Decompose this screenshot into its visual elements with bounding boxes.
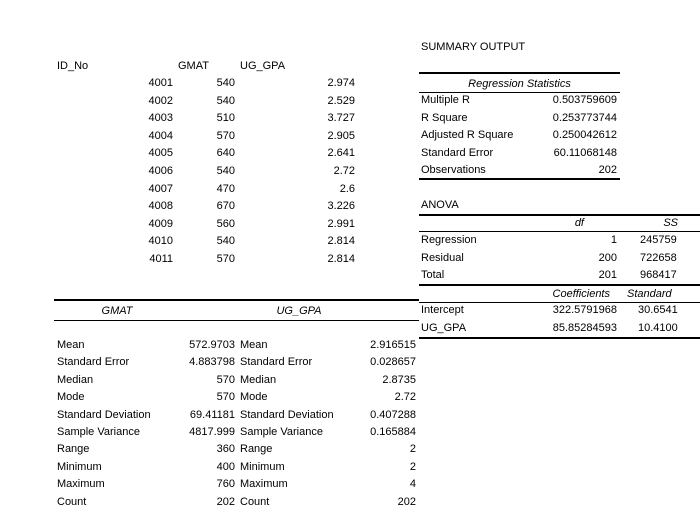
desc-gpa-value[interactable]: 202	[397, 495, 416, 508]
desc-gmat-value[interactable]: 4817.999	[189, 426, 235, 438]
reg-stats-bottom-border	[419, 178, 620, 180]
desc-gpa-value[interactable]: 2	[409, 443, 416, 456]
desc-gmat-value[interactable]: 760	[216, 478, 235, 491]
anova-header-border	[419, 231, 700, 232]
cell-gpa[interactable]: 2.974	[327, 77, 355, 89]
anova-label[interactable]: Regression	[421, 234, 477, 246]
desc-gpa-label[interactable]: Minimum	[240, 460, 285, 473]
desc-top-border	[54, 299, 419, 301]
anova-df[interactable]: 200	[598, 251, 617, 264]
desc-gmat-label[interactable]: Count	[57, 495, 87, 508]
desc-gpa-value[interactable]: 0.407288	[370, 408, 416, 421]
reg-stats-top-border	[419, 72, 620, 74]
cell-gpa[interactable]: 2.6	[339, 182, 355, 195]
desc-gpa-label[interactable]: Maximum	[240, 478, 288, 491]
desc-gpa-value[interactable]: 2.8735	[382, 373, 416, 386]
coef-se[interactable]: 30.6541	[638, 304, 678, 316]
cell-gmat[interactable]: 540	[216, 235, 235, 248]
reg-stat-label[interactable]: R Square	[421, 111, 468, 124]
header-id[interactable]: ID_No	[57, 60, 89, 72]
desc-gpa-value[interactable]: 2	[409, 460, 416, 473]
summary-title[interactable]: SUMMARY OUTPUT	[421, 41, 526, 53]
reg-stat-value[interactable]: 0.503759609	[552, 94, 617, 106]
cell-id[interactable]: 4003	[148, 112, 173, 125]
coef-label[interactable]: Intercept	[421, 304, 464, 316]
cell-id[interactable]: 4007	[148, 182, 173, 195]
cell-gpa[interactable]: 3.727	[327, 112, 355, 125]
reg-stat-value[interactable]: 0.250042612	[552, 129, 617, 141]
desc-gmat-label[interactable]: Standard Error	[57, 356, 130, 369]
cell-id[interactable]: 4006	[148, 165, 173, 177]
cell-id[interactable]: 4008	[148, 200, 173, 213]
cell-gmat[interactable]: 570	[216, 253, 235, 265]
desc-gpa-value[interactable]: 2.72	[394, 391, 416, 404]
cell-id[interactable]: 4005	[148, 147, 173, 160]
desc-gpa-value[interactable]: 0.028657	[370, 356, 416, 369]
cell-gmat[interactable]: 570	[216, 129, 235, 142]
desc-gpa-label[interactable]: Mode	[240, 391, 268, 404]
desc-gmat-label[interactable]: Sample Variance	[57, 426, 140, 438]
desc-gpa-value[interactable]: 0.165884	[370, 426, 416, 438]
reg-stats-header[interactable]: Regression Statistics	[468, 78, 571, 90]
cell-gpa[interactable]: 2.905	[327, 129, 355, 142]
cell-gpa[interactable]: 2.72	[333, 165, 355, 177]
reg-stat-label[interactable]: Standard Error	[421, 146, 494, 159]
desc-gpa-label[interactable]: Sample Variance	[240, 426, 323, 438]
desc-gmat-value[interactable]: 572.9703	[189, 339, 235, 351]
anova-df[interactable]: 1	[610, 234, 617, 246]
cell-gmat[interactable]: 670	[216, 200, 235, 213]
desc-gmat-value[interactable]: 202	[216, 495, 235, 508]
cell-id[interactable]: 4011	[149, 253, 173, 265]
reg-stat-label[interactable]: Observations	[421, 164, 486, 176]
reg-stat-value[interactable]: 0.253773744	[552, 111, 617, 124]
desc-gpa-label[interactable]: Standard Deviation	[240, 408, 334, 421]
cell-id[interactable]: 4002	[148, 94, 173, 107]
coef-value[interactable]: 85.85284593	[552, 321, 617, 334]
cell-gmat[interactable]: 470	[216, 182, 235, 195]
cell-gmat[interactable]: 640	[216, 147, 235, 160]
desc-gmat-label[interactable]: Range	[57, 443, 90, 456]
desc-gmat-value[interactable]: 570	[216, 373, 235, 386]
desc-gmat-label[interactable]: Maximum	[57, 478, 105, 491]
coef-se-header[interactable]: Standard	[627, 288, 672, 300]
coef-label[interactable]: UG_GPA	[421, 321, 467, 334]
cell-gpa[interactable]: 2.814	[327, 253, 355, 265]
coef-value[interactable]: 322.5791968	[552, 304, 617, 316]
anova-ss[interactable]: 722658	[640, 251, 677, 264]
desc-gmat-label[interactable]: Mode	[57, 391, 85, 404]
anova-header-ss[interactable]: SS	[663, 217, 678, 229]
cell-id[interactable]: 4010	[148, 235, 173, 248]
desc-gpa-label[interactable]: Median	[240, 373, 277, 386]
desc-gpa-header[interactable]: UG_GPA	[276, 305, 322, 317]
anova-ss[interactable]: 968417	[640, 269, 677, 281]
cell-gpa[interactable]: 2.529	[327, 94, 355, 107]
cell-gpa[interactable]: 2.641	[327, 147, 355, 160]
header-gpa[interactable]: UG_GPA	[240, 60, 286, 72]
desc-gmat-label[interactable]: Median	[57, 373, 94, 386]
anova-top-border	[419, 214, 700, 216]
desc-gmat-value[interactable]: 4.883798	[189, 356, 235, 369]
cell-gmat[interactable]: 540	[216, 94, 235, 107]
header-gmat[interactable]: GMAT	[178, 60, 209, 72]
cell-gmat[interactable]: 540	[216, 77, 235, 89]
desc-gmat-header[interactable]: GMAT	[101, 305, 133, 317]
desc-gmat-label[interactable]: Minimum	[57, 460, 102, 473]
anova-df[interactable]: 201	[598, 269, 617, 281]
desc-gpa-value[interactable]: 4	[409, 478, 416, 491]
desc-gmat-label[interactable]: Standard Deviation	[57, 408, 151, 421]
desc-gmat-label[interactable]: Mean	[57, 339, 85, 351]
reg-stats-header-border	[419, 92, 620, 93]
cell-id[interactable]: 4001	[148, 77, 173, 89]
anova-bottom-border	[419, 284, 700, 286]
desc-gmat-value[interactable]: 570	[216, 391, 235, 404]
desc-gpa-label[interactable]: Range	[240, 443, 273, 456]
anova-label[interactable]: Total	[421, 269, 445, 281]
reg-stat-value[interactable]: 60.11068148	[553, 146, 617, 159]
coef-bottom-border	[419, 337, 700, 339]
anova-title[interactable]: ANOVA	[421, 199, 459, 211]
anova-label[interactable]: Residual	[421, 251, 464, 264]
coef-header-border	[419, 302, 700, 303]
cell-id[interactable]: 4004	[148, 129, 173, 142]
cell-id[interactable]: 4009	[148, 217, 173, 230]
desc-gpa-value[interactable]: 2.916515	[370, 339, 416, 351]
reg-stat-label[interactable]: Multiple R	[421, 94, 470, 106]
cell-gpa[interactable]: 3.226	[327, 200, 355, 213]
coef-header[interactable]: Coefficients	[552, 288, 610, 300]
desc-gmat-value[interactable]: 69.41181	[189, 408, 235, 421]
anova-header-df[interactable]: df	[574, 217, 584, 229]
anova-ss[interactable]: 245759	[640, 234, 677, 246]
cell-gmat[interactable]: 540	[216, 165, 235, 177]
reg-stat-value[interactable]: 202	[598, 164, 617, 176]
desc-gmat-value[interactable]: 400	[216, 460, 235, 473]
desc-gpa-label[interactable]: Mean	[240, 339, 268, 351]
desc-header-border	[54, 320, 419, 321]
cell-gmat[interactable]: 510	[216, 112, 235, 125]
coef-se[interactable]: 10.4100	[638, 321, 678, 334]
desc-gpa-label[interactable]: Count	[240, 495, 270, 508]
desc-gmat-value[interactable]: 360	[216, 443, 235, 456]
cell-gmat[interactable]: 560	[216, 217, 235, 230]
cell-gpa[interactable]: 2.991	[327, 217, 355, 230]
cell-gpa[interactable]: 2.814	[327, 235, 355, 248]
desc-gpa-label[interactable]: Standard Error	[240, 356, 313, 369]
reg-stat-label[interactable]: Adjusted R Square	[421, 129, 514, 141]
